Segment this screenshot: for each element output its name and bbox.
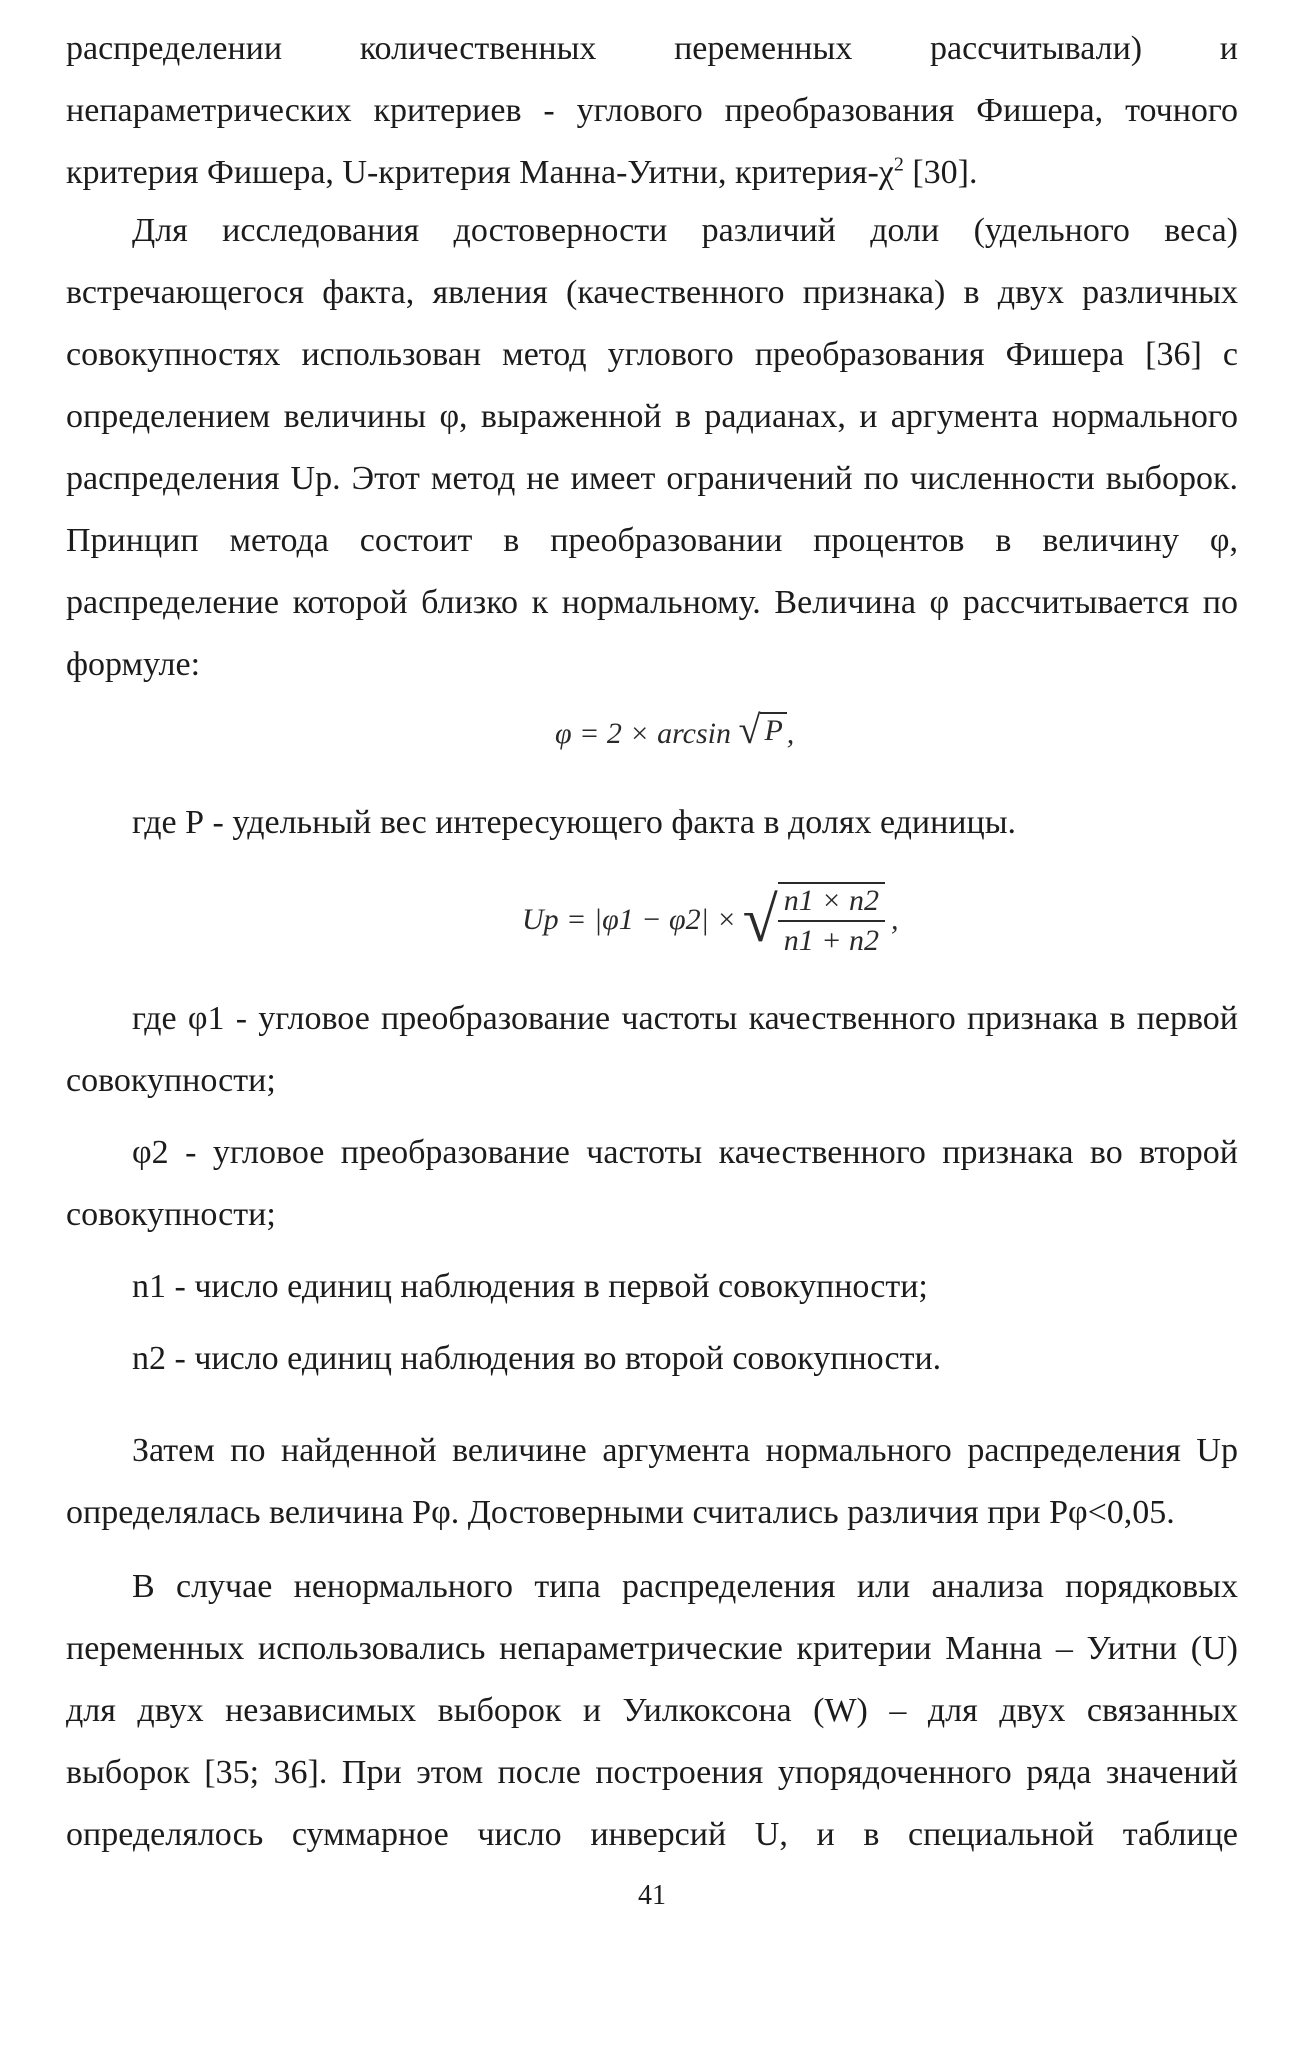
radicand: P bbox=[760, 712, 786, 748]
formula-phi bbox=[555, 707, 795, 752]
text-run: критерия Фишера, U-критерия Манна-Уитни, критерия-χ bbox=[66, 154, 894, 191]
paragraph-nonparam: В случае ненормального типа распределения или анализа порядковых переменных использовались непараметрические критерии Манна – Уитни (U) для двух независимых выборок и Уилкоксона (W) – для двух связанных выборок [35; 36]. При этом после построения упорядоченного ряда значений определялось суммарное число инверсий U, и в специальной таблице bbox=[66, 1568, 1238, 1853]
denominator: n1 + n2 bbox=[783, 924, 879, 957]
where-p-block bbox=[66, 792, 1238, 854]
sqrt bbox=[738, 707, 786, 752]
n1-definition: n1 - число единиц наблюдения в первой совокупности; bbox=[132, 1268, 928, 1305]
formula-lhs: Up = |φ1 − φ2| × bbox=[522, 903, 737, 936]
where-phi1: где φ1 - угловое преобразование частоты качественного признака в первой совокупности; bbox=[66, 1000, 1238, 1099]
text-line bbox=[66, 142, 1238, 204]
formula-up bbox=[522, 882, 898, 958]
fraction bbox=[778, 882, 885, 958]
nonparam-paragraph-block bbox=[66, 1556, 1238, 1866]
text-line: непараметрических критериев - углового преобразования Фишера, точного bbox=[66, 92, 1238, 129]
page-number: 41 bbox=[638, 1880, 666, 1911]
radical-sign: √ bbox=[738, 707, 761, 752]
numerator: n1 × n2 bbox=[778, 884, 885, 922]
radical-sign: √ bbox=[742, 884, 778, 955]
definitions-block bbox=[66, 988, 1238, 1390]
paragraph-up: Затем по найденной величине аргумента нормального распределения Up определялась величина Рφ. Достоверными считались различия при Рφ<0,05. bbox=[66, 1432, 1238, 1531]
formula-lhs: φ = 2 × arcsin bbox=[555, 717, 731, 750]
fisher-paragraph-block bbox=[66, 200, 1238, 696]
sqrt bbox=[743, 882, 885, 958]
up-paragraph-block bbox=[66, 1420, 1238, 1544]
paragraph-fisher: Для исследования достоверности различий доли (удельного веса) встречающегося факта, явления (качественного признака) в двух различных совокупностях использован метод углового преобразования Фишера [36] с определением величины φ, выраженной в радианах, и аргумента нормального распределения Up. Этот метод не имеет ограничений по численности выборок. Принцип метода состоит в преобразовании процентов в величину φ, распределение которой близко к нормальному. Величина φ рассчитывается по формуле: bbox=[66, 212, 1238, 683]
formula-tail: , bbox=[786, 717, 795, 750]
continued-paragraph bbox=[66, 18, 1238, 204]
superscript: 2 bbox=[893, 153, 904, 176]
text-run: [30]. bbox=[903, 154, 978, 191]
n2-definition: n2 - число единиц наблюдения во второй совокупности. bbox=[132, 1340, 942, 1377]
formula-tail: , bbox=[890, 903, 899, 936]
phi2-definition: φ2 - угловое преобразование частоты качественного признака во второй совокупности; bbox=[66, 1134, 1238, 1233]
text-line: распределении количественных переменных рассчитывали) и bbox=[66, 30, 1238, 67]
where-p: где Р - удельный вес интересующего факта в долях единицы. bbox=[132, 804, 1017, 841]
